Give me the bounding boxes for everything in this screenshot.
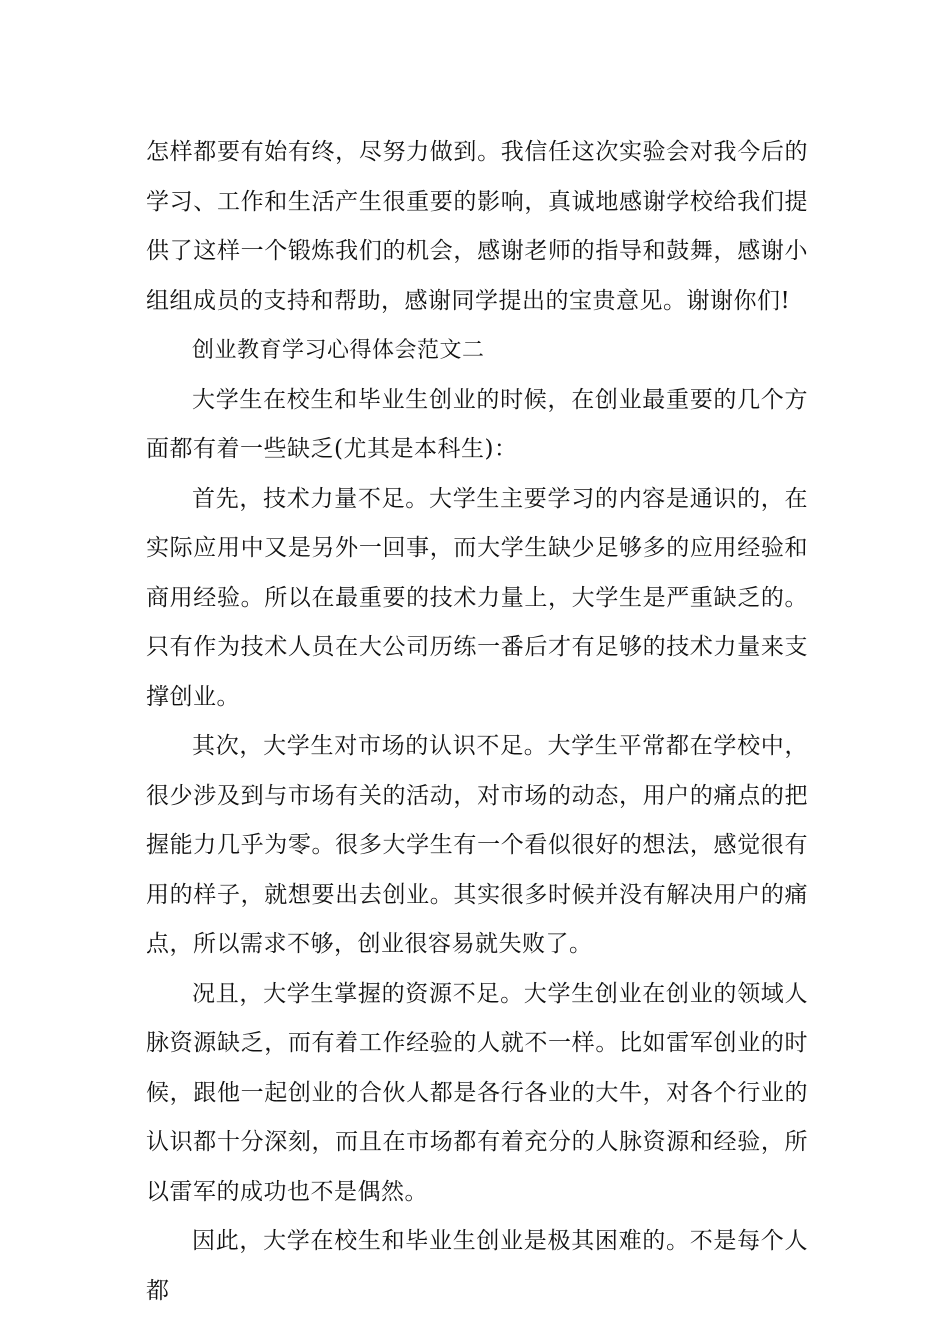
paragraph-first-point: 首先，技术力量不足。大学生主要学习的内容是通识的，在实际应用中又是另外一回事，而大学生缺少足够多的应用经验和商用经验。所以在最重要的技术力量上，大学生是严重缺乏的。只有作为技术人员在大公司历练一番后才有足够的技术力量来支撑创业。	[146, 485, 808, 710]
section-heading: 创业教育学习心得体会范文二	[192, 338, 485, 363]
document-body	[146, 128, 808, 1316]
paragraph-third-point: 况且，大学生掌握的资源不足。大学生创业在创业的领域人脉资源缺乏，而有着工作经验的人就不一样。比如雷军创业的时候，跟他一起创业的合伙人都是各行各业的大牛，对各个行业的认识都十分深刻，而且在市场都有着充分的人脉资源和经验，所以雷军的成功也不是偶然。	[146, 980, 808, 1205]
paragraph-conclusion: 因此，大学在校生和毕业生创业是极其困难的。不是每个人都	[146, 1228, 808, 1304]
paragraph-intro: 大学生在校生和毕业生创业的时候，在创业最重要的几个方面都有着一些缺乏(尤其是本科生)：	[146, 386, 808, 462]
paragraph-continuation: 怎样都要有始有终，尽努力做到。我信任这次实验会对我今后的学习、工作和生活产生很重要的影响，真诚地感谢学校给我们提供了这样一个锻炼我们的机会，感谢老师的指导和鼓舞，感谢小组组成员的支持和帮助，感谢同学提出的宝贵意见。谢谢你们!	[146, 139, 808, 314]
paragraph-second-point: 其次，大学生对市场的认识不足。大学生平常都在学校中，很少涉及到与市场有关的活动，对市场的动态，用户的痛点的把握能力几乎为零。很多大学生有一个看似很好的想法，感觉很有用的样子，就想要出去创业。其实很多时候并没有解决用户的痛点，所以需求不够，创业很容易就失败了。	[146, 733, 808, 957]
